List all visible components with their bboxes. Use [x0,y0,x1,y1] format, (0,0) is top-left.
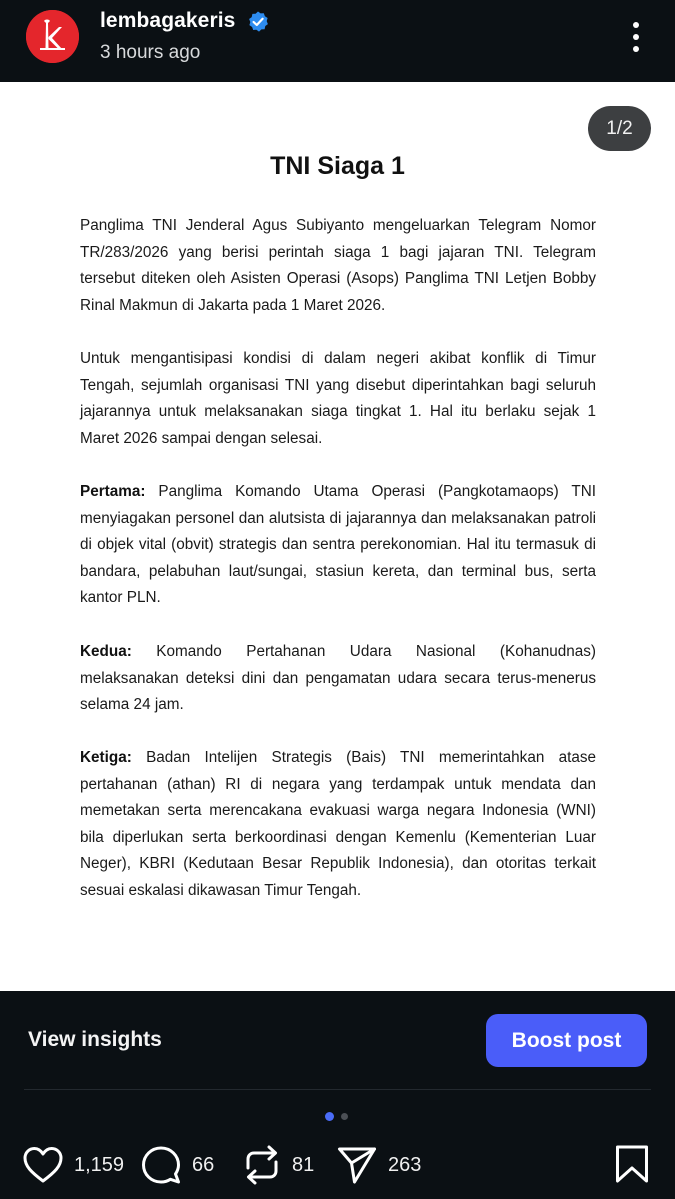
paragraph-text: Badan Intelijen Strategis (Bais) TNI memerintahkan atase pertahanan (athan) RI di negara yang terdampak untuk mendata dan memetakan serta merencakana evakuasi warga negara Indonesia (WNI) bila diperlukan serta berkoordinasi dengan Kemenlu (Kementerian Luar Neger), KBRI (Kedutaan Besar Republik Indonesia), dan otoritas terkait sesuai eskalasi dikawasan Timur Tengah. [80,749,596,899]
post-image[interactable] [0,82,675,991]
view-insights-link[interactable]: View insights [28,1028,162,1051]
avatar[interactable] [26,10,79,63]
keris-logo-icon [26,10,79,63]
send-icon [336,1144,378,1186]
paragraph-pertama [80,479,596,612]
share-button[interactable] [336,1143,421,1187]
divider [24,1089,651,1090]
username[interactable]: lembagakeris [100,9,236,32]
paragraph-ketiga [80,745,596,905]
heart-icon [22,1145,64,1185]
repost-icon [242,1144,282,1186]
bookmark-icon[interactable] [614,1144,650,1184]
paragraph-lead: Pertama: [80,483,146,500]
post-time: 3 hours ago [100,42,201,63]
repost-count: 81 [292,1153,315,1176]
comment-count: 66 [192,1153,215,1176]
carousel-counter: 1/2 [588,106,651,151]
paragraph-2 [80,346,596,452]
verified-badge-icon [246,10,270,34]
paragraph-text: Untuk mengantisipasi kondisi di dalam negeri akibat konflik di Timur Tengah, sejumlah organisasi TNI yang disebut diperintahkan bagi seluruh jajarannya untuk melaksanakan siaga tingkat 1. Hal itu berlaku sejak 1 Maret 2026 sampai dengan selesai. [80,350,596,447]
paragraph-text: Panglima TNI Jenderal Agus Subiyanto mengeluarkan Telegram Nomor TR/283/2026 yang berisi perintah siaga 1 bagi jajaran TNI. Telegram tersebut diteken oleh Asisten Operasi (Asops) Panglima TNI Letjen Bobby Rinal Makmun di Jakarta pada 1 Maret 2026. [80,217,596,314]
more-options-icon[interactable] [622,20,650,54]
post-header [0,0,675,82]
like-button[interactable] [22,1143,124,1187]
comment-button[interactable] [140,1143,214,1187]
comment-icon [140,1144,182,1186]
paragraph-lead: Kedua: [80,643,132,660]
paragraph-1 [80,213,596,319]
carousel-dot [341,1113,348,1120]
paragraph-kedua [80,639,596,719]
like-count: 1,159 [74,1153,125,1176]
post-footer [0,991,675,1199]
paragraph-lead: Ketiga: [80,749,132,766]
carousel-dot-active [325,1112,334,1121]
paragraph-text: Komando Pertahanan Udara Nasional (Kohanudnas) melaksanakan deteksi dini dan pengamatan udara secara terus-menerus selama 24 jam. [80,643,596,714]
boost-post-button[interactable]: Boost post [486,1014,647,1067]
paragraph-text: Panglima Komando Utama Operasi (Pangkotamaops) TNI menyiagakan personel dan alutsista di jajarannya dan melaksanakan patroli di objek vital (obvit) strategis dan sentra perekonomian. Hal itu termasuk di bandara, pelabuhan laut/sungai, stasiun kereta, dan terminal bus, serta kantor PLN. [80,483,596,607]
post-title: TNI Siaga 1 [270,152,405,180]
share-count: 263 [388,1153,422,1176]
repost-button[interactable] [242,1143,314,1187]
